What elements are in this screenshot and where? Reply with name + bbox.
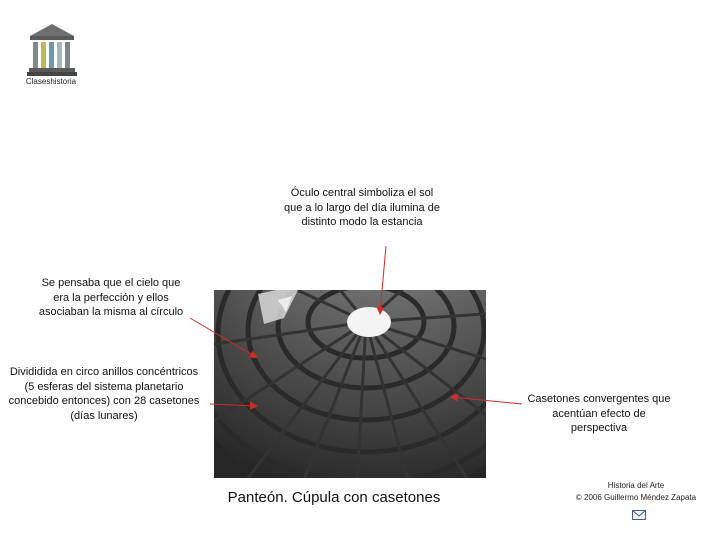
arrow-casetones	[452, 397, 522, 404]
arrow-anillos	[210, 404, 256, 406]
cielo-annotation: Se pensaba que el cielo que era la perfección y ellos asociaban la misma al círculo	[38, 277, 184, 318]
arrow-cielo	[190, 318, 256, 357]
course-label: Historia del Arte	[607, 481, 665, 490]
oculo-annotation: Óculo central simboliza el sol que a lo largo del día ilumina de distinto modo la estancia	[284, 187, 440, 228]
anillos-annotation: Divididida en circo anillos concéntricos (5 esferas del sistema planetario concebido entonces) con 28 casetones (días lunares)	[8, 366, 200, 422]
copyright-label: © 2006 Guillermo Méndez Zapata	[575, 493, 697, 502]
mail-icon[interactable]	[632, 510, 646, 520]
casetones-annotation: Casetones convergentes que acentúan efecto de perspectiva	[527, 393, 671, 434]
logo-label: Claseshistoria	[25, 77, 77, 86]
arrow-oculo	[380, 246, 386, 313]
slide-caption: Panteón. Cúpula con casetones	[227, 489, 441, 506]
credits	[558, 480, 714, 504]
